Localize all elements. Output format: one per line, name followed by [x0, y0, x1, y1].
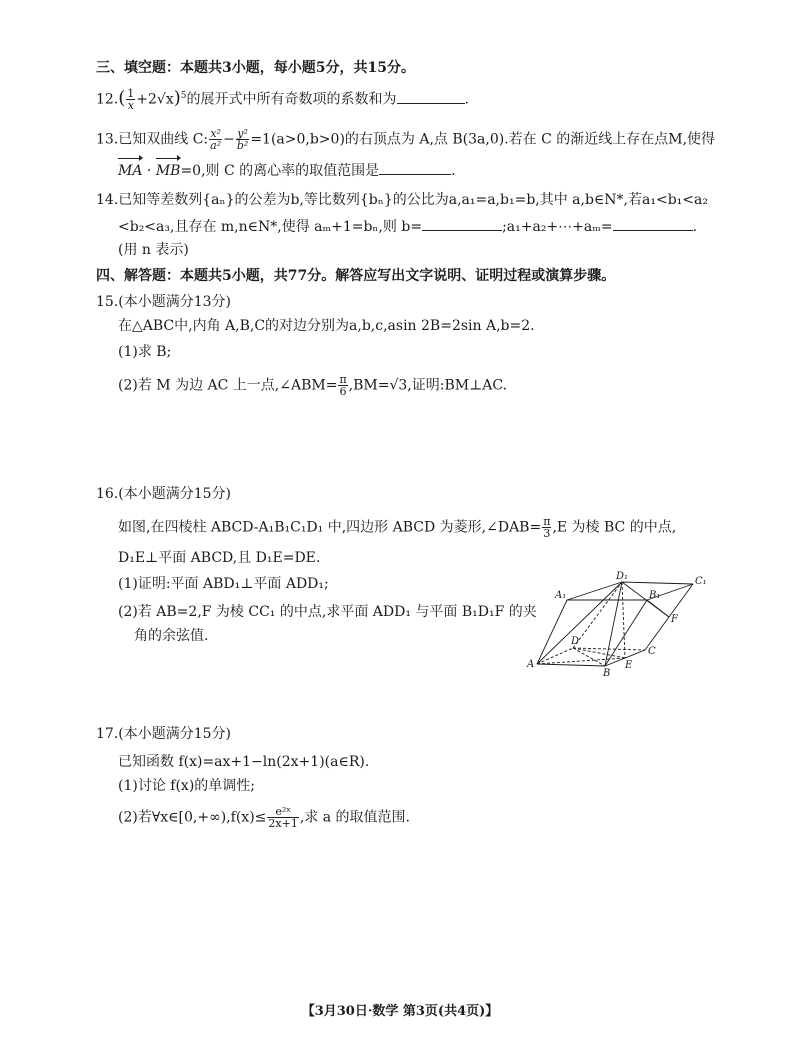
question-13-line1: 13.已知双曲线 C: $\frac{\text{x²}}{\text{a²}}$ − $\frac{\text{y²}}{\text{b²}}$ =1(a>0,b>0)的右顶点为 A,点 B(3a,0).若在 C 的渐近线上存在点M,使得 [96, 127, 716, 152]
question-text-cont: =1(a>0,b>0)的右顶点为 A,点 B(3a,0).若在 C 的渐近线上存在点M,使得 [250, 131, 716, 148]
question-17-header [96, 724, 231, 744]
fraction: $\frac{\pi}{3}$ [543, 515, 551, 540]
section-header-solve: 四、解答题：本题共5小题，共77分。解答应写出文字说明、证明过程或演算步骤。 [96, 268, 616, 284]
label-C1: C₁ [695, 576, 707, 587]
question-16-part2: (2)若 AB=2,F 为棱 CC₁ 的中点,求平面 ADD₁ 与平面 B₁D₁F 的夹 [118, 604, 537, 620]
question-text: 的展开式中所有奇数项的系数和为 [186, 91, 397, 108]
question-15-part2: (2)若 M 为边 AC 上一点,∠ABM= $\frac{\pi}{6}$ ,BM=√3,证明:BM⊥AC. [118, 373, 508, 398]
question-number: 13. [96, 131, 119, 148]
exponent: 5 [180, 91, 187, 101]
question-17-part2: (2)若∀x∈[0,+∞),f(x)≤ $\frac{\text{e²ˣ}}{2x+1}$ ,求 a 的取值范围. [118, 805, 410, 830]
question-number: 16. [96, 486, 119, 502]
question-17-part1: (1)讨论 f(x)的单调性; [118, 778, 255, 794]
fraction-y: $\frac{\text{y²}}{\text{b²}}$ [236, 127, 249, 152]
question-text: 已知双曲线 C: [118, 131, 209, 148]
label-B1: B₁ [649, 590, 661, 601]
question-text: =0,则 C 的离心率的取值范围是 [180, 163, 380, 179]
answer-blank-sum [613, 216, 693, 231]
question-15-stem: 在△ABC中,内角 A,B,C的对边分别为a,b,c,asin 2B=2sin A,b=2. [118, 318, 535, 334]
question-16-stem: 如图,在四棱柱 ABCD-A₁B₁C₁D₁ 中,四边形 ABCD 为菱形,∠DAB= $\frac{\pi}{3}$ ,E 为棱 BC 的中点, [118, 515, 677, 540]
label-A1: A₁ [555, 590, 567, 601]
label-D: D [571, 636, 580, 647]
question-number: 17. [96, 726, 119, 742]
answer-blank-b [422, 216, 502, 231]
label-F: F [671, 614, 678, 625]
fraction-x: $\frac{\text{x²}}{\text{a²}}$ [210, 127, 222, 152]
vector-ma: MA [118, 163, 143, 179]
question-number: 14. [96, 192, 119, 208]
question-number: 15. [96, 294, 119, 310]
section-header-fill-in: 三、填空题：本题共3小题，每小题5分，共15分。 [96, 60, 415, 76]
fraction: $\frac{1}{x}$ [127, 87, 135, 113]
label-C: C [648, 646, 656, 657]
label-D1: D₁ [616, 571, 629, 582]
question-text: <b₂<a₃,且存在 m,n∈N*,使得 aₘ+1=bₙ,则 b= [118, 219, 423, 235]
question-16-part1: (1)证明:平面 ABD₁⊥平面 ADD₁; [118, 576, 329, 592]
question-15-header [96, 292, 231, 312]
expression: +2√x [136, 91, 174, 108]
prism-figure [525, 570, 725, 680]
question-15-part1: (1)求 B; [118, 344, 172, 360]
label-B: B [603, 668, 611, 679]
question-text-cont: ;a₁+a₂+⋯+aₘ= [502, 219, 613, 235]
score-note: (本小题满分13分) [118, 294, 232, 310]
answer-blank [379, 160, 451, 175]
label-E: E [625, 660, 633, 671]
question-12: 12.( $\frac{1}{x}$ +2√x)$^5$的展开式中所有奇数项的系数和为 . [96, 87, 469, 113]
score-note: (本小题满分15分) [118, 486, 232, 502]
label-A: A [527, 659, 535, 670]
question-16-part2-cont: 角的余弦值. [134, 628, 209, 644]
score-note: (本小题满分15分) [118, 726, 232, 742]
question-13-line2: MA · MB=0,则 C 的离心率的取值范围是 . [118, 160, 456, 181]
question-16-header [96, 484, 231, 504]
question-14-line2: <b₂<a₃,且存在 m,n∈N*,使得 aₘ+1=bₙ,则 b= ;a₁+a₂+⋯+aₘ= . [118, 216, 697, 237]
vector-mb: MB [155, 163, 181, 179]
question-number: 12. [96, 91, 119, 108]
answer-blank [397, 89, 465, 104]
page-footer: 【3月30日·数学 第3页(共4页)】 [301, 1004, 499, 1019]
question-14-line1 [96, 190, 708, 210]
question-17-stem: 已知函数 f(x)=ax+1−ln(2x+1)(a∈R). [118, 754, 370, 770]
fraction: $\frac{\pi}{6}$ [339, 373, 347, 398]
fraction: $\frac{\text{e²ˣ}}{2x+1}$ [268, 805, 298, 830]
question-14-note: (用 n 表示) [118, 242, 189, 258]
question-text: 已知等差数列{aₙ}的公差为b,等比数列{bₙ}的公比为a,a₁=a,b₁=b,其中 a,b∈N*,若a₁<b₁<a₂ [118, 192, 708, 208]
question-16-stem2: D₁E⊥平面 ABCD,且 D₁E=DE. [118, 550, 321, 566]
